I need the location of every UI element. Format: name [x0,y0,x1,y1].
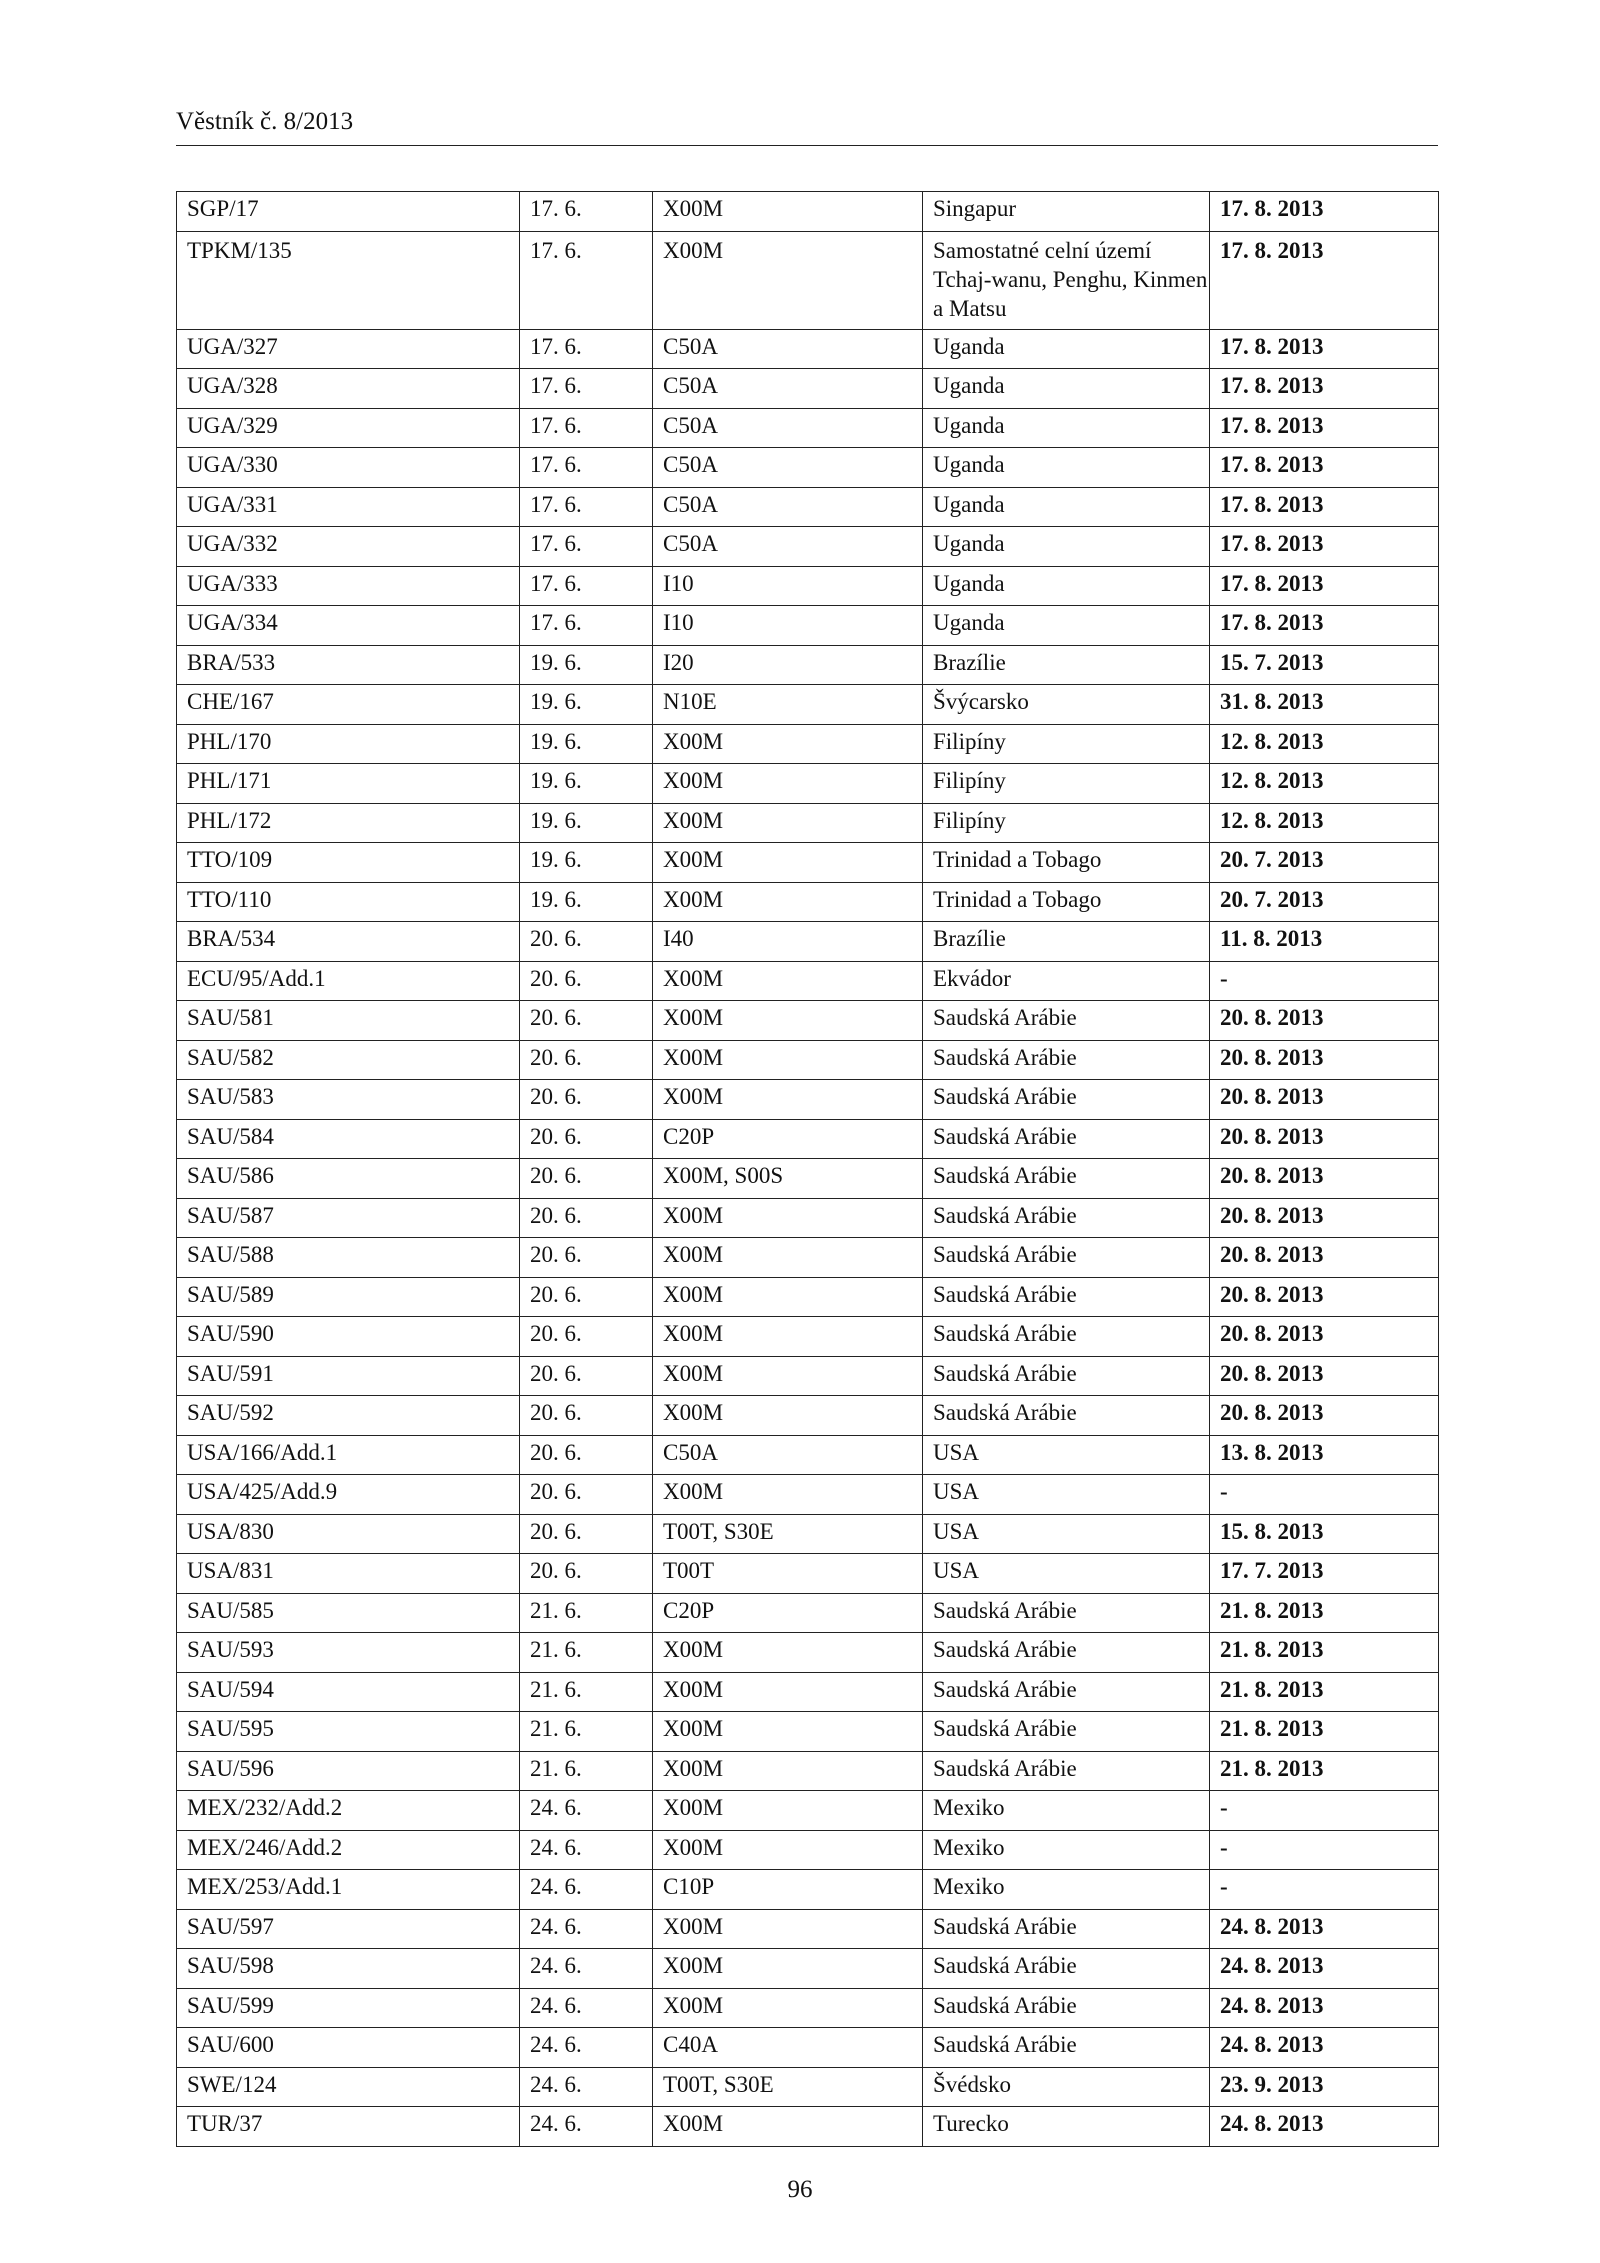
notification-id-cell: SAU/596 [177,1751,520,1791]
notification-id-cell: MEX/232/Add.2 [177,1791,520,1831]
country-cell: USA [923,1554,1210,1594]
country-cell: Filipíny [923,764,1210,804]
header-rule [176,145,1438,146]
date-cell: 20. 6. [520,1119,653,1159]
table-row [177,1672,1439,1712]
deadline-cell: - [1210,1791,1439,1831]
deadline-cell: 24. 8. 2013 [1210,2107,1439,2147]
deadline-cell: 20. 8. 2013 [1210,1119,1439,1159]
code-cell: X00M [653,1238,923,1278]
country-cell: Mexiko [923,1830,1210,1870]
date-cell: 21. 6. [520,1672,653,1712]
code-cell: C50A [653,1435,923,1475]
table-row [177,1712,1439,1752]
deadline-cell: 17. 8. 2013 [1210,192,1439,232]
date-cell: 24. 6. [520,2107,653,2147]
notification-id-cell: TTO/110 [177,882,520,922]
notification-id-cell: SAU/583 [177,1080,520,1120]
notification-id-cell: TUR/37 [177,2107,520,2147]
country-cell: Mexiko [923,1870,1210,1910]
date-cell: 20. 6. [520,1435,653,1475]
deadline-cell: 21. 8. 2013 [1210,1593,1439,1633]
notification-id-cell: MEX/246/Add.2 [177,1830,520,1870]
code-cell: X00M [653,843,923,883]
code-cell: C50A [653,329,923,369]
code-cell: X00M [653,1791,923,1831]
table-row [177,1356,1439,1396]
code-cell: T00T [653,1554,923,1594]
code-cell: N10E [653,685,923,725]
date-cell: 17. 6. [520,369,653,409]
notification-id-cell: USA/166/Add.1 [177,1435,520,1475]
deadline-cell: 20. 8. 2013 [1210,1159,1439,1199]
code-cell: X00M [653,231,923,329]
notification-id-cell: SWE/124 [177,2067,520,2107]
date-cell: 19. 6. [520,882,653,922]
country-cell: Saudská Arábie [923,1712,1210,1752]
table-row [177,566,1439,606]
notification-id-cell: SGP/17 [177,192,520,232]
deadline-cell: 21. 8. 2013 [1210,1712,1439,1752]
deadline-cell: 20. 7. 2013 [1210,882,1439,922]
country-cell: Saudská Arábie [923,1672,1210,1712]
country-cell: Saudská Arábie [923,1988,1210,2028]
page-number: 96 [787,2176,813,2203]
code-cell: X00M [653,764,923,804]
code-cell: C20P [653,1593,923,1633]
deadline-cell: 12. 8. 2013 [1210,803,1439,843]
table-row [177,408,1439,448]
table-row [177,803,1439,843]
code-cell: X00M, S00S [653,1159,923,1199]
notification-id-cell: SAU/588 [177,1238,520,1278]
deadline-cell: 24. 8. 2013 [1210,2028,1439,2068]
country-cell: Brazílie [923,645,1210,685]
table-row [177,1119,1439,1159]
date-cell: 20. 6. [520,1514,653,1554]
notification-id-cell: SAU/597 [177,1909,520,1949]
date-cell: 24. 6. [520,2028,653,2068]
running-header: Věstník č. 8/2013 [176,108,354,135]
table-row [177,1396,1439,1436]
table-row [177,2067,1439,2107]
table-row [177,1001,1439,1041]
notification-id-cell: USA/425/Add.9 [177,1475,520,1515]
deadline-cell: 21. 8. 2013 [1210,1751,1439,1791]
deadline-cell: 12. 8. 2013 [1210,724,1439,764]
date-cell: 20. 6. [520,1040,653,1080]
code-cell: X00M [653,1317,923,1357]
date-cell: 21. 6. [520,1751,653,1791]
code-cell: X00M [653,1712,923,1752]
notification-id-cell: SAU/595 [177,1712,520,1752]
table-row [177,1317,1439,1357]
code-cell: X00M [653,1949,923,1989]
table-row [177,843,1439,883]
country-cell: Samostatné celní území Tchaj-wanu, Penghu, Kinmen a Matsu [923,231,1210,329]
code-cell: X00M [653,1396,923,1436]
deadline-cell: 17. 8. 2013 [1210,487,1439,527]
deadline-cell: - [1210,1830,1439,1870]
country-cell: Trinidad a Tobago [923,882,1210,922]
code-cell: X00M [653,2107,923,2147]
notification-id-cell: PHL/171 [177,764,520,804]
deadline-cell: 24. 8. 2013 [1210,1949,1439,1989]
country-cell: Saudská Arábie [923,1001,1210,1041]
table-row [177,685,1439,725]
date-cell: 17. 6. [520,487,653,527]
deadline-cell: - [1210,1870,1439,1910]
deadline-cell: 17. 8. 2013 [1210,606,1439,646]
table-row [177,764,1439,804]
deadline-cell: 21. 8. 2013 [1210,1672,1439,1712]
date-cell: 21. 6. [520,1593,653,1633]
code-cell: X00M [653,1672,923,1712]
table-row [177,1159,1439,1199]
date-cell: 24. 6. [520,1830,653,1870]
table-row [177,1435,1439,1475]
deadline-cell: 17. 8. 2013 [1210,566,1439,606]
date-cell: 20. 6. [520,922,653,962]
country-cell: Saudská Arábie [923,1356,1210,1396]
country-cell: Saudská Arábie [923,1633,1210,1673]
country-cell: Mexiko [923,1791,1210,1831]
table-row [177,961,1439,1001]
table-row [177,329,1439,369]
deadline-cell: 20. 8. 2013 [1210,1080,1439,1120]
deadline-cell: 12. 8. 2013 [1210,764,1439,804]
date-cell: 20. 6. [520,1317,653,1357]
table-row [177,487,1439,527]
code-cell: T00T, S30E [653,2067,923,2107]
code-cell: X00M [653,803,923,843]
code-cell: X00M [653,192,923,232]
code-cell: T00T, S30E [653,1514,923,1554]
date-cell: 17. 6. [520,231,653,329]
country-cell: Uganda [923,527,1210,567]
code-cell: X00M [653,724,923,764]
notification-id-cell: SAU/589 [177,1277,520,1317]
deadline-cell: 17. 8. 2013 [1210,329,1439,369]
deadline-cell: 13. 8. 2013 [1210,1435,1439,1475]
country-cell: Švýcarsko [923,685,1210,725]
deadline-cell: 20. 8. 2013 [1210,1356,1439,1396]
country-cell: Saudská Arábie [923,1040,1210,1080]
notification-id-cell: UGA/331 [177,487,520,527]
table-row [177,606,1439,646]
table-row [177,1040,1439,1080]
code-cell: X00M [653,1040,923,1080]
date-cell: 20. 6. [520,1238,653,1278]
notification-id-cell: SAU/592 [177,1396,520,1436]
date-cell: 19. 6. [520,685,653,725]
code-cell: C20P [653,1119,923,1159]
country-cell: Uganda [923,369,1210,409]
code-cell: X00M [653,1356,923,1396]
date-cell: 17. 6. [520,606,653,646]
notification-id-cell: PHL/172 [177,803,520,843]
deadline-cell: 15. 7. 2013 [1210,645,1439,685]
table-row [177,2107,1439,2147]
country-cell: USA [923,1435,1210,1475]
deadline-cell: 11. 8. 2013 [1210,922,1439,962]
date-cell: 19. 6. [520,724,653,764]
code-cell: C10P [653,1870,923,1910]
date-cell: 19. 6. [520,645,653,685]
date-cell: 24. 6. [520,1909,653,1949]
country-cell: Saudská Arábie [923,2028,1210,2068]
country-cell: Singapur [923,192,1210,232]
country-cell: Uganda [923,566,1210,606]
date-cell: 19. 6. [520,843,653,883]
date-cell: 20. 6. [520,1080,653,1120]
notification-id-cell: USA/830 [177,1514,520,1554]
code-cell: X00M [653,1475,923,1515]
deadline-cell: - [1210,961,1439,1001]
notification-id-cell: SAU/585 [177,1593,520,1633]
notification-id-cell: USA/831 [177,1554,520,1594]
table-row [177,369,1439,409]
code-cell: X00M [653,1830,923,1870]
deadline-cell: 17. 8. 2013 [1210,408,1439,448]
country-cell: Saudská Arábie [923,1238,1210,1278]
notification-id-cell: MEX/253/Add.1 [177,1870,520,1910]
table-row [177,1633,1439,1673]
notification-id-cell: SAU/587 [177,1198,520,1238]
table-row [177,1238,1439,1278]
deadline-cell: 23. 9. 2013 [1210,2067,1439,2107]
date-cell: 20. 6. [520,1475,653,1515]
deadline-cell: 17. 8. 2013 [1210,448,1439,488]
deadline-cell: 20. 8. 2013 [1210,1040,1439,1080]
code-cell: C50A [653,408,923,448]
table-row [177,882,1439,922]
code-cell: X00M [653,1080,923,1120]
country-cell: Saudská Arábie [923,1593,1210,1633]
table-row [177,231,1439,329]
country-cell: USA [923,1514,1210,1554]
notification-id-cell: SAU/599 [177,1988,520,2028]
deadline-cell: 20. 8. 2013 [1210,1198,1439,1238]
code-cell: X00M [653,1198,923,1238]
table-row [177,724,1439,764]
table-row [177,1988,1439,2028]
notifications-table [176,191,1439,2147]
date-cell: 17. 6. [520,329,653,369]
notification-id-cell: TTO/109 [177,843,520,883]
deadline-cell: 20. 8. 2013 [1210,1396,1439,1436]
deadline-cell: 20. 8. 2013 [1210,1317,1439,1357]
deadline-cell: 17. 8. 2013 [1210,369,1439,409]
table-row [177,1514,1439,1554]
notification-id-cell: ECU/95/Add.1 [177,961,520,1001]
date-cell: 20. 6. [520,1277,653,1317]
date-cell: 24. 6. [520,1870,653,1910]
country-cell: Filipíny [923,724,1210,764]
deadline-cell: 20. 7. 2013 [1210,843,1439,883]
code-cell: I40 [653,922,923,962]
deadline-cell: 15. 8. 2013 [1210,1514,1439,1554]
notification-id-cell: CHE/167 [177,685,520,725]
code-cell: I10 [653,606,923,646]
table-row [177,1751,1439,1791]
country-cell: Ekvádor [923,961,1210,1001]
code-cell: X00M [653,1001,923,1041]
code-cell: X00M [653,1277,923,1317]
notification-id-cell: SAU/590 [177,1317,520,1357]
date-cell: 21. 6. [520,1712,653,1752]
country-cell: Trinidad a Tobago [923,843,1210,883]
notification-id-cell: UGA/330 [177,448,520,488]
table-row [177,1080,1439,1120]
table-row [177,1593,1439,1633]
notification-id-cell: TPKM/135 [177,231,520,329]
notification-id-cell: SAU/581 [177,1001,520,1041]
code-cell: C50A [653,527,923,567]
notification-id-cell: UGA/328 [177,369,520,409]
date-cell: 24. 6. [520,1988,653,2028]
country-cell: USA [923,1475,1210,1515]
date-cell: 17. 6. [520,192,653,232]
code-cell: C40A [653,2028,923,2068]
country-cell: Brazílie [923,922,1210,962]
country-cell: Švédsko [923,2067,1210,2107]
deadline-cell: 17. 8. 2013 [1210,231,1439,329]
country-cell: Saudská Arábie [923,1277,1210,1317]
deadline-cell: 31. 8. 2013 [1210,685,1439,725]
deadline-cell: 24. 8. 2013 [1210,1988,1439,2028]
table-row [177,1277,1439,1317]
table-row [177,1909,1439,1949]
notification-id-cell: SAU/594 [177,1672,520,1712]
notification-id-cell: UGA/327 [177,329,520,369]
country-cell: Saudská Arábie [923,1396,1210,1436]
country-cell: Saudská Arábie [923,1159,1210,1199]
code-cell: I10 [653,566,923,606]
table-row [177,1475,1439,1515]
code-cell: C50A [653,487,923,527]
date-cell: 20. 6. [520,961,653,1001]
notification-id-cell: UGA/333 [177,566,520,606]
country-cell: Uganda [923,606,1210,646]
notification-id-cell: SAU/591 [177,1356,520,1396]
country-cell: Saudská Arábie [923,1198,1210,1238]
notification-id-cell: UGA/329 [177,408,520,448]
date-cell: 17. 6. [520,566,653,606]
notification-id-cell: BRA/533 [177,645,520,685]
table-row [177,1870,1439,1910]
table-row [177,192,1439,232]
table-row [177,1949,1439,1989]
deadline-cell: 20. 8. 2013 [1210,1001,1439,1041]
country-cell: Saudská Arábie [923,1751,1210,1791]
code-cell: X00M [653,1909,923,1949]
deadline-cell: 21. 8. 2013 [1210,1633,1439,1673]
date-cell: 24. 6. [520,2067,653,2107]
date-cell: 17. 6. [520,408,653,448]
country-cell: Uganda [923,487,1210,527]
notification-id-cell: SAU/586 [177,1159,520,1199]
date-cell: 20. 6. [520,1198,653,1238]
table-row [177,1198,1439,1238]
code-cell: I20 [653,645,923,685]
date-cell: 20. 6. [520,1396,653,1436]
date-cell: 24. 6. [520,1791,653,1831]
table-row [177,922,1439,962]
notification-id-cell: BRA/534 [177,922,520,962]
table-row [177,1791,1439,1831]
notification-id-cell: UGA/334 [177,606,520,646]
country-cell: Saudská Arábie [923,1317,1210,1357]
table-body [177,192,1439,2147]
date-cell: 20. 6. [520,1356,653,1396]
country-cell: Turecko [923,2107,1210,2147]
date-cell: 20. 6. [520,1159,653,1199]
code-cell: X00M [653,1633,923,1673]
notification-id-cell: SAU/600 [177,2028,520,2068]
country-cell: Uganda [923,408,1210,448]
code-cell: X00M [653,1988,923,2028]
table-row [177,527,1439,567]
deadline-cell: - [1210,1475,1439,1515]
deadline-cell: 17. 8. 2013 [1210,527,1439,567]
notification-id-cell: UGA/332 [177,527,520,567]
code-cell: X00M [653,882,923,922]
notification-id-cell: SAU/598 [177,1949,520,1989]
country-cell: Saudská Arábie [923,1909,1210,1949]
date-cell: 19. 6. [520,803,653,843]
table-row [177,1554,1439,1594]
date-cell: 19. 6. [520,764,653,804]
table-row [177,448,1439,488]
code-cell: C50A [653,448,923,488]
table-row [177,2028,1439,2068]
country-cell: Uganda [923,448,1210,488]
country-cell: Saudská Arábie [923,1080,1210,1120]
notification-id-cell: SAU/593 [177,1633,520,1673]
date-cell: 17. 6. [520,448,653,488]
country-cell: Filipíny [923,803,1210,843]
date-cell: 17. 6. [520,527,653,567]
notification-id-cell: SAU/584 [177,1119,520,1159]
date-cell: 24. 6. [520,1949,653,1989]
deadline-cell: 20. 8. 2013 [1210,1238,1439,1278]
country-cell: Uganda [923,329,1210,369]
date-cell: 20. 6. [520,1001,653,1041]
table-row [177,1830,1439,1870]
deadline-cell: 17. 7. 2013 [1210,1554,1439,1594]
country-cell: Saudská Arábie [923,1119,1210,1159]
table-row [177,645,1439,685]
deadline-cell: 24. 8. 2013 [1210,1909,1439,1949]
deadline-cell: 20. 8. 2013 [1210,1277,1439,1317]
code-cell: X00M [653,1751,923,1791]
notification-id-cell: PHL/170 [177,724,520,764]
date-cell: 21. 6. [520,1633,653,1673]
notification-id-cell: SAU/582 [177,1040,520,1080]
date-cell: 20. 6. [520,1554,653,1594]
code-cell: X00M [653,961,923,1001]
country-cell: Saudská Arábie [923,1949,1210,1989]
code-cell: C50A [653,369,923,409]
